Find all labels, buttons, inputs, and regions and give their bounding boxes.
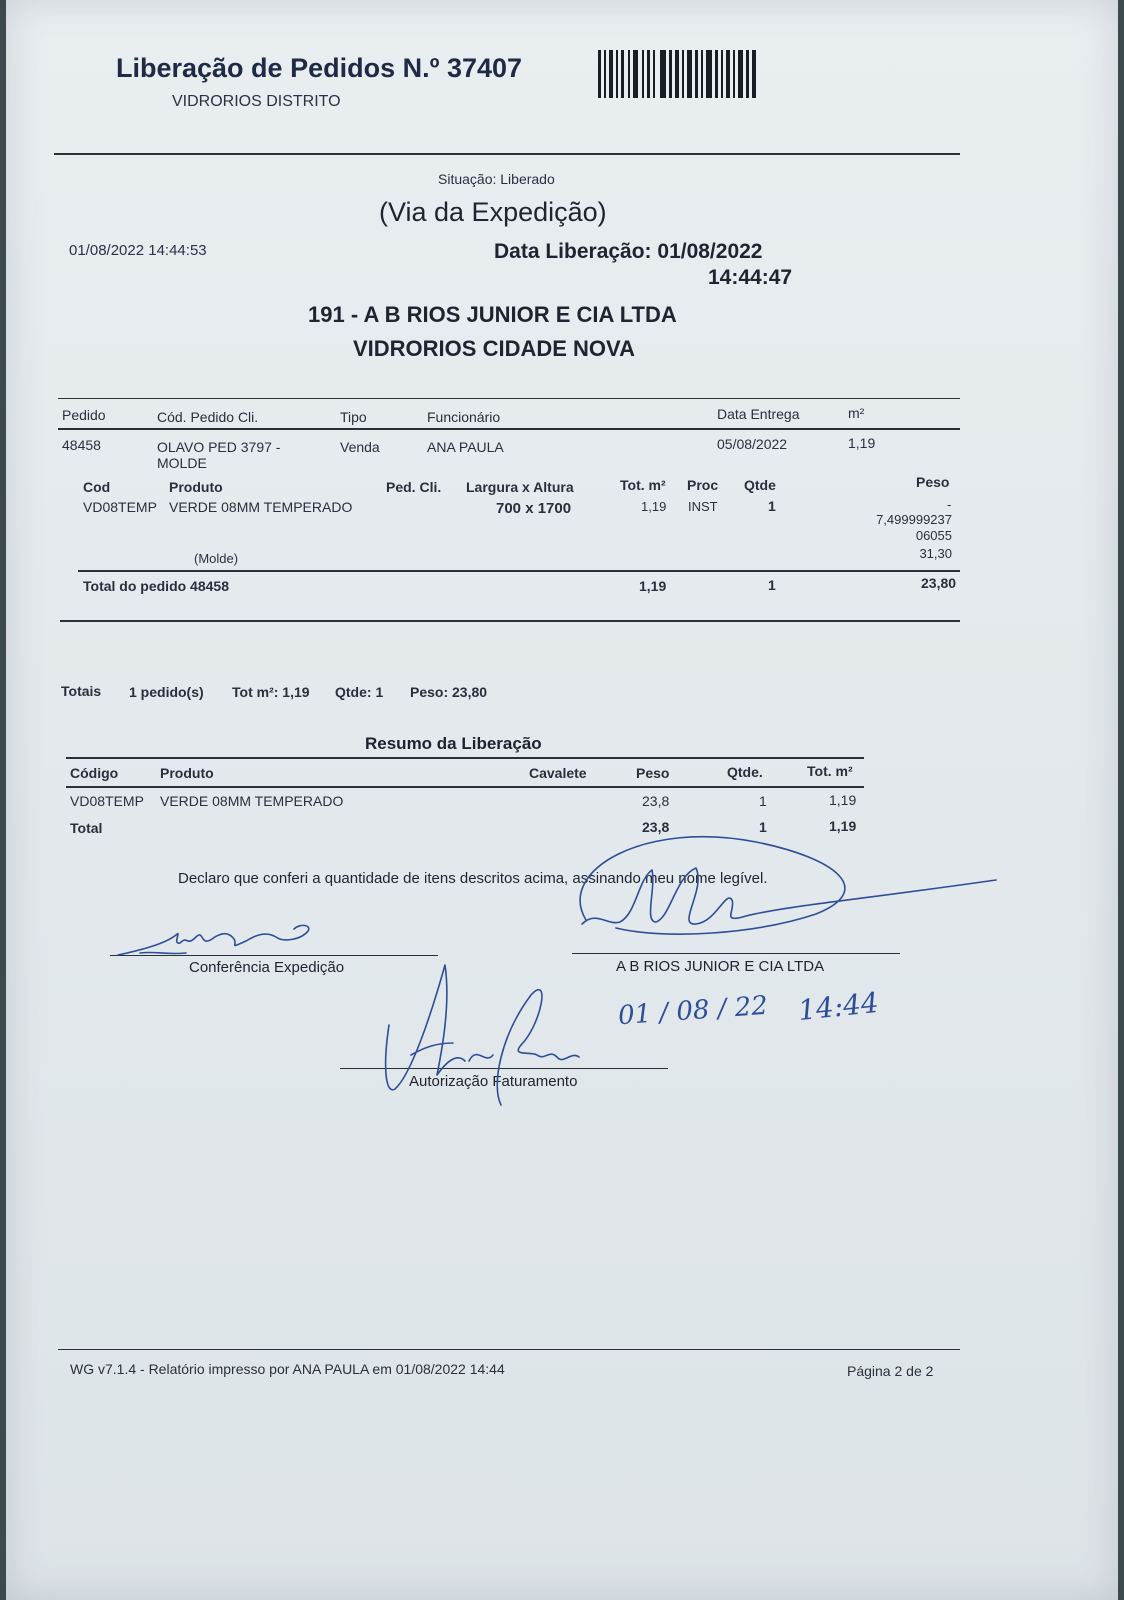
col-header-tot-m2: Tot. m² (620, 477, 666, 493)
summary-title: Resumo da Liberação (365, 734, 542, 753)
employee: ANA PAULA (427, 439, 504, 455)
item-code: VD08TEMP (83, 499, 157, 515)
order-total-label: Total do pedido 48458 (83, 578, 229, 594)
summary-col-qtde: Qtde. (727, 764, 763, 780)
summary-total-qty: 1 (759, 819, 767, 835)
item-dimensions: 700 x 1700 (496, 500, 572, 517)
signature-expedicao-drawing (116, 915, 316, 965)
barcode (598, 50, 756, 98)
order-number: 48458 (62, 437, 101, 453)
item-weight-line1: 7,499999237 (876, 512, 952, 527)
release-date: Data Liberação: 01/08/2022 (494, 240, 763, 263)
summary-row-code: VD08TEMP (70, 793, 144, 809)
summary-header-line (66, 786, 864, 788)
col-header-funcionario: Funcionário (427, 409, 501, 425)
declaration-text: Declaro que conferi a quantidade de itens descritos acima, assinando meu nome legível. (178, 870, 768, 887)
summary-col-peso: Peso (636, 765, 670, 781)
summary-row-product: VERDE 08MM TEMPERADO (160, 793, 344, 809)
summary-col-produto: Produto (160, 765, 214, 781)
col-header-m2: m² (848, 405, 865, 421)
col-header-data-entrega: Data Entrega (717, 406, 800, 422)
handwritten-time: 14:44 (796, 985, 881, 1028)
item-qty: 1 (768, 498, 776, 514)
item-weight-line2: 06055 (915, 528, 952, 543)
item-proc: INST (688, 499, 718, 514)
order-total-qty: 1 (768, 577, 776, 593)
order-total-weight: 23,80 (921, 575, 957, 591)
footer-printed-by: WG v7.1.4 - Relatório impresso por ANA PAULA em 01/08/2022 14:44 (70, 1361, 505, 1377)
col-header-cod-pedido: Cód. Pedido Cli. (157, 409, 259, 425)
printed-timestamp: 01/08/2022 14:44:53 (69, 242, 207, 259)
header-divider (54, 153, 960, 155)
col-header-pedido: Pedido (62, 407, 106, 423)
col-header-ped-cli: Ped. Cli. (386, 479, 442, 495)
summary-row-m2: 1,19 (829, 792, 857, 808)
status-text: Situação: Liberado (438, 171, 555, 187)
signature-label-client: A B RIOS JUNIOR E CIA LTDA (616, 958, 825, 975)
signature-label-autorizacao: Autorização Faturamento (409, 1073, 578, 1090)
signature-autorizacao-drawing (381, 965, 601, 1115)
order-type: Venda (340, 439, 380, 455)
summary-top-line (66, 757, 864, 759)
totals-qty: Qtde: 1 (335, 684, 384, 700)
client-order-code: OLAVO PED 3797 - (157, 439, 281, 455)
delivery-date: 05/08/2022 (717, 436, 788, 452)
footer-divider (58, 1349, 960, 1350)
client-branch: VIDRORIOS CIDADE NOVA (353, 336, 635, 361)
document-title: Liberação de Pedidos N.º 37407 (116, 53, 523, 83)
col-header-largura-altura: Largura x Altura (466, 479, 574, 495)
summary-col-tot-m2: Tot. m² (807, 763, 853, 779)
col-header-produto: Produto (169, 479, 223, 495)
signature-label-expedicao: Conferência Expedição (189, 959, 345, 976)
totals-weight: Peso: 23,80 (410, 684, 488, 700)
col-header-peso: Peso (916, 474, 950, 490)
table-top-line (58, 398, 960, 399)
item-tot-m2: 1,19 (641, 499, 667, 514)
order-total-m2: 1,19 (639, 578, 667, 594)
col-header-tipo: Tipo (340, 409, 367, 425)
order-m2: 1,19 (848, 435, 876, 451)
item-weight-dash: - (947, 497, 952, 512)
item-mold-note: (Molde) (194, 551, 239, 566)
client-name: 191 - A B RIOS JUNIOR E CIA LTDA (308, 302, 677, 327)
handwritten-date: 01 / 08 / 22 (617, 990, 769, 1032)
footer-page-number: Página 2 de 2 (847, 1363, 934, 1379)
summary-row-weight: 23,8 (642, 793, 670, 809)
section-divider (60, 620, 960, 622)
totals-orders: 1 pedido(s) (129, 684, 204, 700)
summary-row-qty: 1 (759, 793, 767, 809)
totals-m2: Tot m²: 1,19 (232, 684, 310, 700)
summary-total-label: Total (70, 820, 103, 836)
col-header-qtde: Qtde (744, 477, 776, 493)
item-product: VERDE 08MM TEMPERADO (169, 499, 353, 515)
col-header-cod: Cod (83, 479, 111, 495)
summary-total-weight: 23,8 (642, 819, 670, 835)
total-line (78, 570, 960, 572)
totals-label: Totais (61, 683, 102, 699)
summary-total-m2: 1,19 (829, 818, 857, 834)
company-name: VIDRORIOS DISTRITO (172, 93, 341, 110)
document-page (6, 0, 1118, 1600)
item-weight-line3: 31,30 (919, 546, 952, 561)
table-header-line (58, 428, 960, 430)
summary-col-codigo: Código (70, 765, 119, 781)
client-order-code-2: MOLDE (157, 455, 207, 471)
copy-type: (Via da Expedição) (379, 197, 607, 227)
release-time: 14:44:47 (708, 266, 793, 289)
signature-client-drawing (556, 830, 1016, 960)
col-header-proc: Proc (687, 477, 719, 493)
summary-col-cavalete: Cavalete (529, 765, 587, 781)
